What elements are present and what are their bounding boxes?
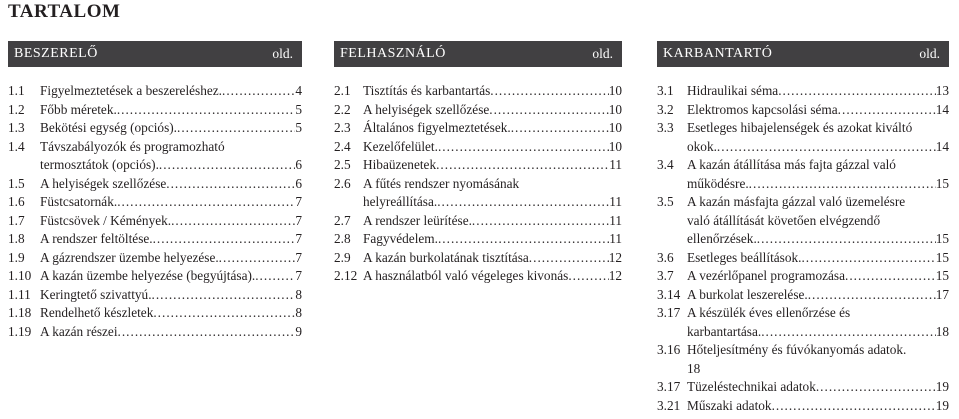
entry-title: A készülék éves ellenőrzése és: [687, 305, 851, 320]
entry-title: Általános figyelmeztetések.: [363, 120, 511, 135]
dot-leader: [436, 156, 609, 175]
page-number: 14: [935, 138, 949, 154]
section-number: 1.8: [8, 231, 25, 246]
dot-leader: [222, 82, 295, 101]
toc-entry[interactable]: [8, 212, 302, 231]
toc-entry[interactable]: [334, 138, 622, 157]
entry-title: való átállítását követően elvégzendő: [687, 212, 881, 228]
section-number: 1.2: [8, 101, 25, 117]
page-number: 9: [295, 323, 302, 339]
dot-leader: [845, 267, 936, 286]
toc-entry[interactable]: [8, 193, 302, 212]
section-number: 3.17: [657, 379, 681, 394]
section-number: 3.7: [657, 268, 674, 283]
page-number: 14: [935, 101, 949, 117]
toc-entry[interactable]: [8, 286, 302, 305]
dot-leader: [772, 397, 936, 416]
entry-title: A kazán üzembe helyezése (begyújtása).: [40, 268, 256, 283]
dot-leader: [511, 119, 609, 138]
toc-entry[interactable]: [657, 82, 949, 101]
column-felhasznalo: [334, 41, 622, 286]
dot-leader: [159, 156, 295, 175]
column-header: [657, 41, 949, 67]
page-number: 10: [608, 101, 622, 117]
toc-entry[interactable]: [657, 341, 949, 378]
page-number: 17: [935, 286, 949, 302]
entry-title: Elektromos kapcsolási séma: [687, 101, 838, 117]
page-number: 8: [295, 286, 302, 302]
page-title: TARTALOM: [8, 1, 121, 22]
page-number: 7: [295, 268, 302, 283]
section-number: 1.1: [8, 83, 25, 98]
entry-title: Esetleges hibajelenségek és azokat kiváltó: [687, 120, 913, 135]
entry-title: Hibaüzenetek: [363, 157, 437, 172]
entry-title: A gázrendszer üzembe helyezése.: [40, 249, 219, 265]
toc-entry[interactable]: [657, 119, 949, 156]
toc-entry[interactable]: [8, 267, 302, 286]
entry-title: ellenőrzések.: [687, 231, 757, 246]
toc-entry[interactable]: [657, 267, 949, 286]
toc-entry[interactable]: [8, 249, 302, 268]
toc-list: [334, 82, 622, 286]
dot-leader: [801, 249, 935, 268]
toc-entry[interactable]: [657, 156, 949, 193]
toc-entry[interactable]: [334, 156, 622, 175]
section-number: 2.12: [334, 268, 358, 283]
dot-leader: [490, 82, 608, 101]
dot-leader: [255, 267, 295, 286]
dot-leader: [838, 101, 936, 120]
entry-title: helyreállítása.: [363, 194, 438, 209]
dot-leader: [166, 175, 295, 194]
entry-title: Fagyvédelem.: [363, 231, 438, 246]
page-number: 13: [935, 83, 949, 98]
toc-entry[interactable]: [657, 286, 949, 305]
dot-leader: [717, 138, 936, 157]
toc-entry[interactable]: [334, 212, 622, 231]
toc-entry[interactable]: [657, 193, 949, 249]
entry-title: A használatból való végeleges kivonás: [363, 268, 569, 283]
page-number: 10: [608, 83, 622, 98]
section-number: 1.5: [8, 175, 25, 191]
section-number: 1.19: [8, 323, 32, 339]
page-number: 18: [935, 323, 949, 339]
page-number: 7: [295, 212, 302, 228]
section-number: 2.2: [334, 101, 351, 117]
page-number: 15: [935, 175, 949, 191]
entry-title: A helyiségek szellőzése: [363, 101, 490, 117]
section-number: 2.5: [334, 157, 351, 172]
dot-leader: [778, 82, 936, 101]
section-number: 1.9: [8, 249, 25, 265]
entry-title: Tüzeléstechnikai adatok: [687, 379, 816, 394]
page-number: 19: [935, 379, 949, 394]
toc-entry[interactable]: [657, 101, 949, 120]
dot-leader: [568, 267, 608, 286]
section-number: 3.6: [657, 249, 674, 265]
page-number: 12: [608, 268, 622, 283]
dot-leader: [438, 230, 609, 249]
page-column-label: old.: [592, 46, 613, 61]
entry-title: okok.: [687, 138, 717, 154]
toc-entry[interactable]: [657, 249, 949, 268]
toc-entry[interactable]: [8, 230, 302, 249]
dot-leader: [153, 304, 295, 323]
dot-leader: [153, 230, 296, 249]
entry-title: A rendszer leürítése.: [363, 212, 472, 228]
toc-list: [8, 82, 302, 341]
page-number: 10: [608, 120, 622, 135]
entry-title: Rendelhető készletek: [40, 305, 154, 320]
dot-leader: [808, 286, 936, 305]
toc-entry[interactable]: [8, 119, 302, 138]
entry-title: Keringtető szivattyú.: [40, 286, 152, 302]
toc-entry[interactable]: [8, 323, 302, 342]
section-number: 2.9: [334, 249, 351, 265]
page-number: 5: [295, 120, 302, 135]
toc-entry[interactable]: [334, 82, 622, 101]
section-number: 3.14: [657, 286, 681, 302]
page-number: 11: [609, 231, 622, 246]
entry-title: működésre.: [687, 175, 749, 191]
entry-title: Füstcsövek / Kémények.: [40, 212, 172, 228]
entry-title: A kazán burkolatának tisztítása: [363, 249, 529, 265]
page-number: 11: [609, 212, 622, 228]
section-number: 1.3: [8, 120, 25, 135]
dot-leader: [152, 286, 296, 305]
page-number: 5: [295, 101, 302, 117]
entry-title: A kazán átállítása más fajta gázzal való: [687, 157, 896, 172]
page-number: 12: [608, 249, 622, 265]
entry-title: Hőteljesítmény és fúvókanyomás adatok.: [687, 342, 907, 357]
column-title: BESZERELŐ: [14, 46, 98, 61]
section-number: 1.10: [8, 268, 32, 283]
column-karbantarto: [657, 41, 949, 415]
section-number: 3.2: [657, 101, 674, 117]
section-number: 2.3: [334, 120, 351, 135]
section-number: 1.4: [8, 138, 25, 154]
section-number: 3.3: [657, 120, 674, 135]
entry-title: karbantartása.: [687, 323, 762, 339]
page-number: 15: [935, 231, 949, 246]
page-number: 6: [295, 175, 302, 191]
toc-entry[interactable]: [334, 230, 622, 249]
entry-title: A vezérlőpanel programozása: [687, 268, 846, 283]
toc-entry[interactable]: [334, 249, 622, 268]
entry-title: 18: [687, 360, 701, 376]
dot-leader: [117, 193, 295, 212]
dot-leader: [529, 249, 609, 268]
section-number: 1.7: [8, 212, 25, 228]
entry-title: Esetleges beállítások.: [687, 249, 802, 265]
dot-leader: [438, 138, 609, 157]
page-number: 8: [295, 305, 302, 320]
section-number: 1.18: [8, 305, 32, 320]
column-title: KARBANTARTÓ: [663, 46, 773, 61]
toc-entry[interactable]: [657, 397, 949, 416]
column-header: [334, 41, 622, 67]
section-number: 1.6: [8, 194, 25, 209]
entry-title: A burkolat leszerelése.: [687, 286, 808, 302]
dot-leader: [749, 175, 936, 194]
toc-entry[interactable]: [334, 267, 622, 286]
dot-leader: [437, 193, 609, 212]
dot-leader: [761, 323, 936, 342]
toc-entry[interactable]: [8, 101, 302, 120]
page-number: 19: [935, 397, 949, 413]
dot-leader: [117, 101, 296, 120]
page-number: 11: [609, 157, 622, 172]
dot-leader: [177, 119, 295, 138]
entry-title: A kazán részei: [40, 323, 118, 339]
page-number: 7: [295, 249, 302, 265]
toc-entry[interactable]: [8, 82, 302, 101]
entry-title: A rendszer feltöltése.: [40, 231, 153, 246]
dot-leader: [816, 378, 936, 397]
section-number: 3.4: [657, 157, 674, 172]
toc-entry[interactable]: [8, 175, 302, 194]
entry-title: Bekötési egység (opciós).: [40, 120, 178, 135]
section-number: 2.1: [334, 83, 351, 98]
entry-title: Tisztítás és karbantartás: [363, 83, 491, 98]
toc-entry[interactable]: [334, 175, 622, 212]
page-column-label: old.: [919, 46, 940, 61]
column-header: [8, 41, 302, 67]
entry-title: Műszaki adatok: [687, 397, 772, 413]
entry-title: Hidraulikai séma: [687, 83, 779, 98]
section-number: 3.5: [657, 194, 674, 209]
page-number: 4: [295, 83, 302, 98]
section-number: 2.4: [334, 138, 351, 154]
toc-list: [657, 82, 949, 415]
dot-leader: [219, 249, 296, 268]
toc-entry[interactable]: [657, 378, 949, 397]
toc-entry[interactable]: [657, 304, 949, 341]
dot-leader: [757, 230, 936, 249]
dot-leader: [472, 212, 609, 231]
page-number: 7: [295, 231, 302, 246]
entry-title: Figyelmeztetések a beszereléshez.: [40, 83, 223, 98]
entry-title: Főbb méretek.: [40, 101, 117, 117]
toc-entry[interactable]: [334, 101, 622, 120]
page-number: 11: [609, 194, 622, 209]
section-number: 2.6: [334, 175, 351, 191]
section-number: 2.7: [334, 212, 351, 228]
entry-title: Távszabályozók és programozható: [40, 138, 225, 154]
section-number: 3.1: [657, 83, 674, 98]
toc-entry[interactable]: [8, 304, 302, 323]
page-number: 6: [295, 157, 302, 172]
column-title: FELHASZNÁLÓ: [340, 46, 446, 61]
page-number: 7: [295, 194, 302, 209]
page-number: 10: [608, 138, 622, 154]
page-column-label: old.: [272, 46, 293, 61]
section-number: 3.21: [657, 397, 681, 413]
entry-title: Füstcsatornák.: [40, 194, 118, 209]
entry-title: Kezelőfelület.: [363, 138, 438, 154]
dot-leader: [118, 323, 296, 342]
section-number: 3.16: [657, 342, 681, 357]
page-number: 15: [935, 249, 949, 265]
section-number: 2.8: [334, 231, 351, 246]
dot-leader: [171, 212, 295, 231]
dot-leader: [489, 101, 608, 120]
column-beszerelo: [8, 41, 302, 341]
entry-title: A helyiségek szellőzése: [40, 175, 167, 191]
page-number: 15: [935, 268, 949, 283]
entry-title: A kazán másfajta gázzal való üzemelésre: [687, 194, 906, 209]
toc-entry[interactable]: [8, 138, 302, 175]
entry-title: A fűtés rendszer nyomásának: [363, 175, 520, 191]
entry-title: termosztátok (opciós).: [40, 157, 159, 172]
section-number: 1.11: [8, 286, 31, 302]
toc-entry[interactable]: [334, 119, 622, 138]
section-number: 3.17: [657, 305, 681, 320]
